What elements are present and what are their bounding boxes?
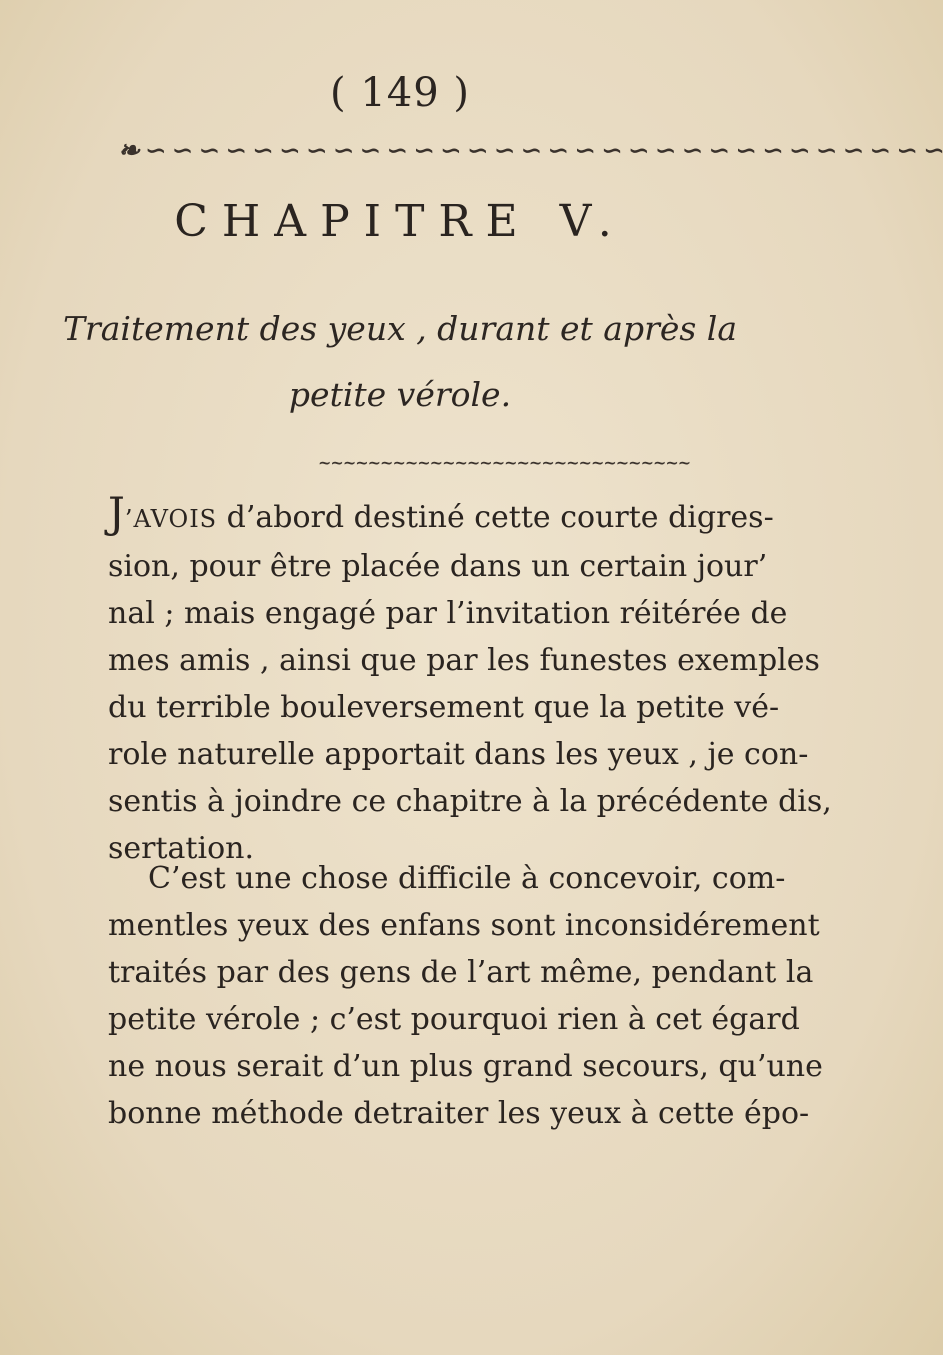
text-line: nal ; mais engagé par l’invitation réitérée de	[108, 596, 788, 631]
text-line: mentles yeux des enfans sont inconsidérement	[108, 908, 820, 943]
paragraph-2	[108, 855, 823, 1137]
chapter-subtitle	[0, 296, 800, 428]
text-line: sertation.	[108, 831, 255, 866]
text-line: ne nous serait d’un plus grand secours, qu’une	[108, 1049, 823, 1084]
drop-cap: J	[108, 488, 125, 537]
text-line-content: d’abord destiné cette courte digres-	[217, 500, 774, 535]
chapter-subtitle-line-2: petite vérole.	[288, 375, 512, 414]
text-line: C’est une chose difficile à concevoir, com-	[148, 861, 786, 896]
text-line: du terrible bouleversement que la petite vé-	[108, 690, 780, 725]
text-line: traités par des gens de l’art même, pendant la	[108, 955, 814, 990]
text-line: bonne méthode detraiter les yeux à cette épo-	[108, 1096, 810, 1131]
text-line: sion, pour être placée dans un certain jour’	[108, 549, 768, 584]
text-line: mes amis , ainsi que par les funestes exemples	[108, 643, 820, 678]
paragraph-1	[108, 488, 832, 872]
text-line: petite vérole ; c’est pourquoi rien à cet égard	[108, 1002, 800, 1037]
text-line: sentis à joindre ce chapitre à la précédente dis,	[108, 784, 832, 819]
chapter-heading: CHAPITRE V.	[174, 196, 626, 247]
page-number: ( 149 )	[330, 70, 470, 116]
chapter-subtitle-line-1: Traitement des yeux , durant et après la	[62, 309, 738, 348]
text-line	[108, 488, 774, 543]
ornament-band: ❧ ∽ ∽ ∽ ∽ ∽ ∽ ∽ ∽ ∽ ∽ ∽ ∽ ∽ ∽ ∽ ∽ ∽ ∽ ∽ ∽ ∽ ∽ ∽ ∽ ∽ ∽ ∽ ∽ ∽ ∽	[118, 136, 943, 166]
first-word-smallcaps: ’AVOIS	[124, 505, 218, 533]
text-line: role naturelle apportait dans les yeux , je con-	[108, 737, 809, 772]
section-divider: ~~~~~~~~~~~~~~~~~~~~~~~~~~~~~~	[318, 453, 691, 472]
